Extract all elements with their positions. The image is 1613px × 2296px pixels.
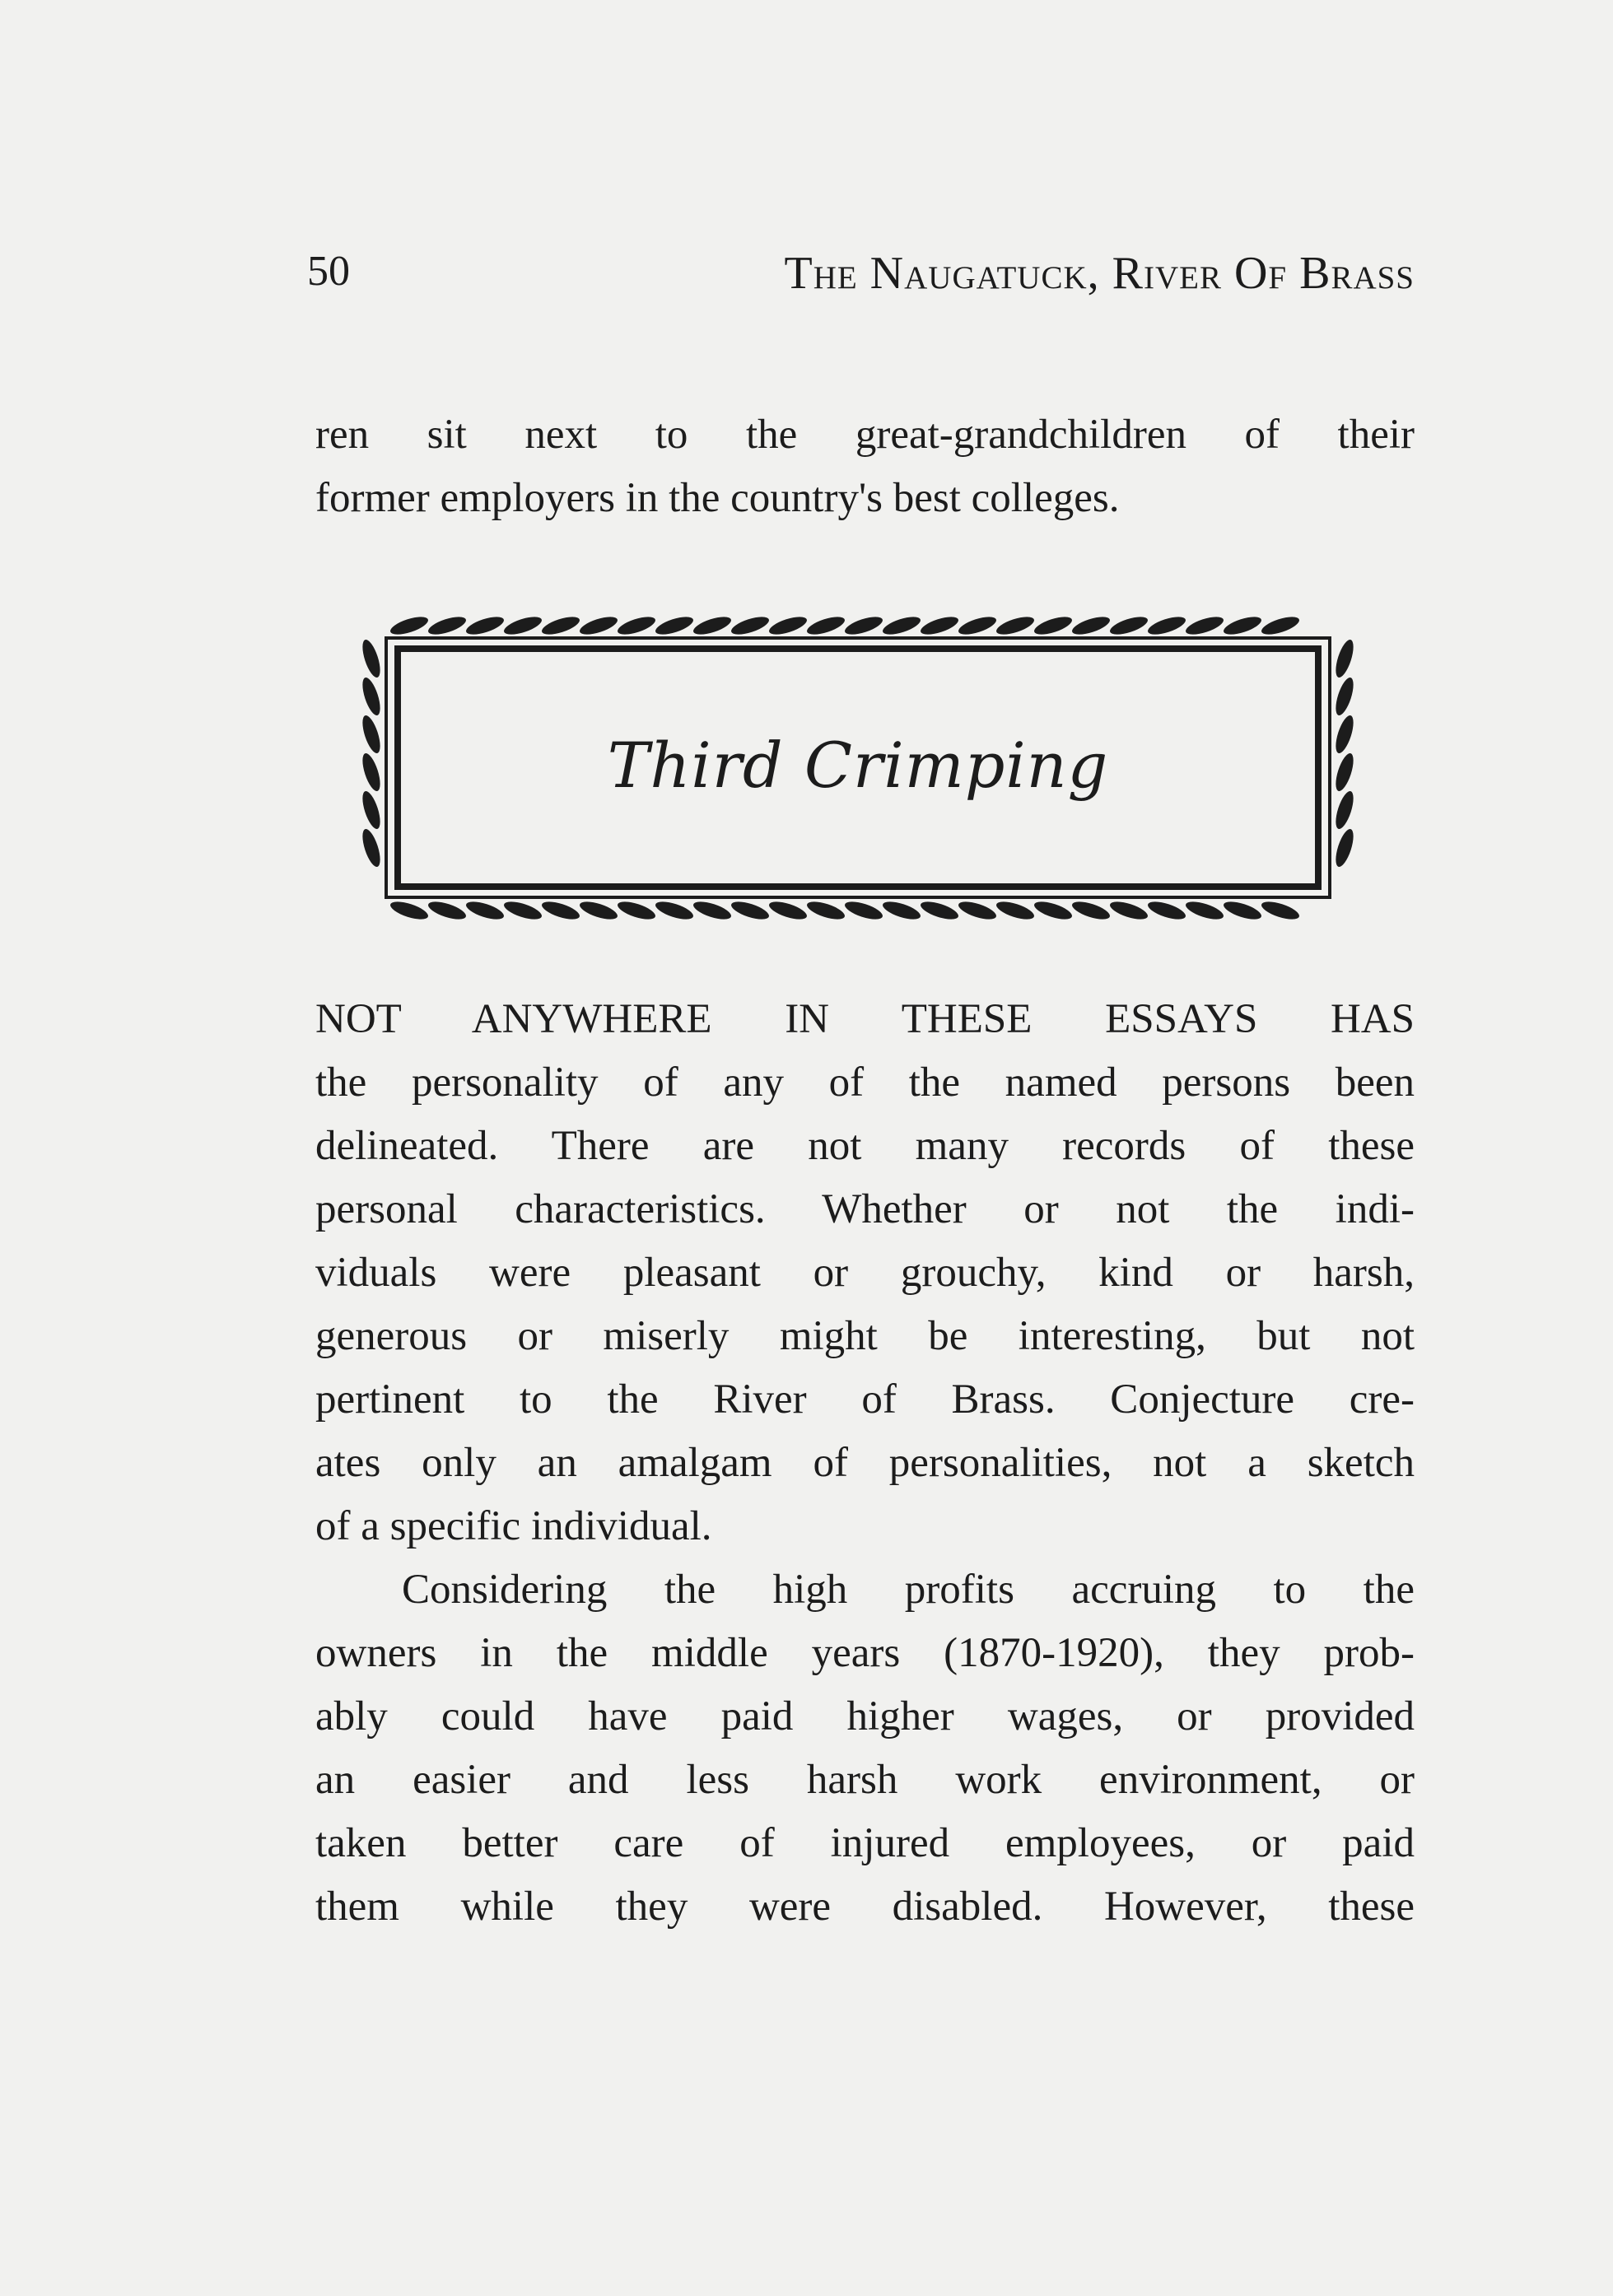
leaf-icon bbox=[730, 898, 772, 923]
leaf-icon bbox=[881, 613, 923, 638]
leaf-icon bbox=[654, 898, 696, 923]
leaf-icon bbox=[540, 898, 582, 923]
text-line: of a specific individual. bbox=[315, 1503, 712, 1549]
text-line: personal characteristics. Whether or not the indi- bbox=[315, 1186, 1415, 1232]
leaf-icon bbox=[805, 613, 847, 638]
leaf-icon bbox=[805, 898, 847, 923]
leaf-icon bbox=[1146, 613, 1188, 638]
body-text bbox=[315, 988, 1415, 1939]
leaf-icon bbox=[359, 827, 384, 869]
leaf-icon bbox=[389, 898, 431, 923]
section-title: Third Crimping bbox=[607, 729, 1109, 802]
text-line: pertinent to the River of Brass. Conjecture cre- bbox=[315, 1376, 1415, 1423]
leaf-icon bbox=[502, 898, 544, 923]
leaf-icon bbox=[919, 898, 961, 923]
leaf-icon bbox=[1260, 898, 1302, 923]
leaf-icon bbox=[1070, 613, 1112, 638]
text-line: ably could have paid higher wages, or provided bbox=[315, 1693, 1415, 1739]
leaf-icon bbox=[359, 638, 384, 680]
intro-paragraph bbox=[315, 403, 1415, 530]
leaf-icon bbox=[843, 613, 885, 638]
leaf-icon bbox=[1070, 898, 1112, 923]
leaf-icon bbox=[1108, 613, 1150, 638]
text-line: NOT ANYWHERE IN THESE ESSAYS HAS bbox=[315, 996, 1415, 1042]
leaf-icon bbox=[919, 613, 961, 638]
leaf-icon bbox=[502, 613, 544, 638]
leaf-icon bbox=[578, 898, 620, 923]
section-ornament-frame bbox=[352, 601, 1364, 938]
leaf-icon bbox=[427, 613, 469, 638]
leaf-icon bbox=[389, 613, 431, 638]
text-line: ren sit next to the great-grandchildren of their bbox=[315, 412, 1415, 458]
leaf-icon bbox=[1332, 676, 1357, 718]
text-line: ates only an amalgam of personalities, not a sketch bbox=[315, 1440, 1415, 1486]
leaf-icon bbox=[692, 898, 734, 923]
leaf-icon bbox=[1184, 613, 1226, 638]
leaf-icon bbox=[654, 613, 696, 638]
text-line: them while they were disabled. However, these bbox=[315, 1884, 1415, 1930]
leaf-icon bbox=[995, 613, 1037, 638]
leaf-icon bbox=[1222, 898, 1264, 923]
leaf-icon bbox=[1332, 638, 1357, 680]
leaf-icon bbox=[464, 898, 506, 923]
leaf-icon bbox=[995, 898, 1037, 923]
leaf-icon bbox=[1260, 613, 1302, 638]
book-title: The Naugatuck, River Of Brass bbox=[784, 248, 1415, 299]
text-line: viduals were pleasant or grouchy, kind or harsh, bbox=[315, 1250, 1415, 1296]
page-number: 50 bbox=[307, 248, 350, 295]
leaf-icon bbox=[767, 613, 809, 638]
leaf-icon bbox=[578, 613, 620, 638]
leaf-icon bbox=[957, 613, 999, 638]
leaf-icon bbox=[957, 898, 999, 923]
text-line: generous or miserly might be interesting, but not bbox=[315, 1313, 1415, 1359]
leaf-icon bbox=[1184, 898, 1226, 923]
leaf-icon bbox=[767, 898, 809, 923]
text-line: delineated. There are not many records of these bbox=[315, 1123, 1415, 1169]
leaf-icon bbox=[730, 613, 772, 638]
leaf-icon bbox=[616, 613, 658, 638]
leaf-icon bbox=[1108, 898, 1150, 923]
running-head bbox=[307, 247, 1415, 313]
text-line: taken better care of injured employees, or paid bbox=[315, 1820, 1415, 1866]
text-line: owners in the middle years (1870-1920), they prob- bbox=[315, 1630, 1415, 1676]
leaf-icon bbox=[616, 898, 658, 923]
text-line: the personality of any of the named persons been bbox=[315, 1060, 1415, 1106]
leaf-icon bbox=[1222, 613, 1264, 638]
leaf-icon bbox=[1146, 898, 1188, 923]
text-line: an easier and less harsh work environment, or bbox=[315, 1757, 1415, 1803]
leaf-icon bbox=[359, 676, 384, 718]
leaf-icon bbox=[540, 613, 582, 638]
leaf-icon bbox=[1033, 898, 1075, 923]
leaf-icon bbox=[1332, 827, 1357, 869]
text-line: former employers in the country's best colleges. bbox=[315, 475, 1120, 521]
leaf-icon bbox=[1033, 613, 1075, 638]
leaf-icon bbox=[464, 613, 506, 638]
leaf-icon bbox=[692, 613, 734, 638]
leaf-icon bbox=[843, 898, 885, 923]
leaf-icon bbox=[881, 898, 923, 923]
leaf-icon bbox=[427, 898, 469, 923]
text-line: Considering the high profits accruing to the bbox=[402, 1567, 1415, 1613]
